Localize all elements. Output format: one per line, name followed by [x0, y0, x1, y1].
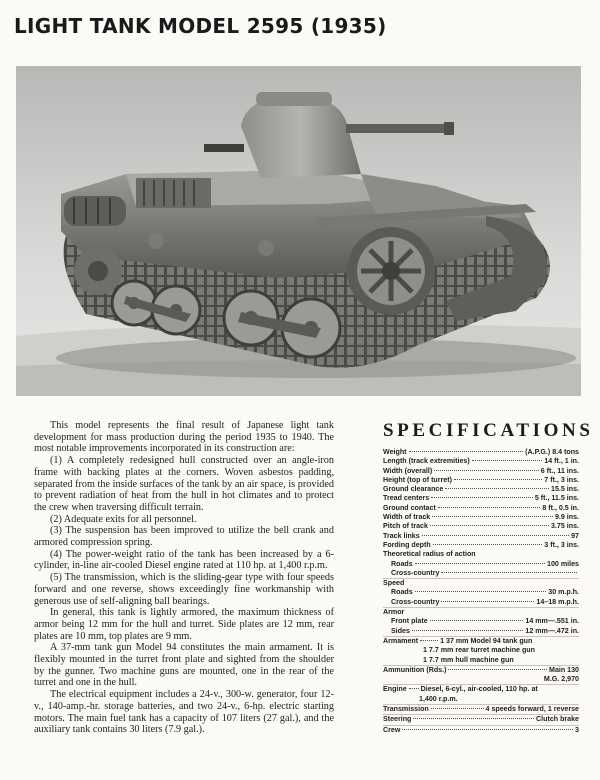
spec-value: 30 m.p.h.: [548, 588, 579, 597]
spec-row-transmission: [383, 704, 579, 714]
spec-label: Track links: [383, 531, 420, 540]
spec-label: Armament: [383, 636, 419, 645]
spec-value: Main 130: [549, 665, 579, 674]
spec-row-ground-contact: [383, 504, 579, 513]
spec-row-speed-cross: [383, 598, 579, 607]
spec-value: 97: [571, 531, 579, 540]
spec-row-radius-cross: [383, 569, 579, 578]
specifications-table: [383, 420, 594, 735]
spec-row-weight: [383, 448, 579, 457]
spec-value: 1 37 mm Model 94 tank gun: [440, 636, 533, 645]
spec-label: Weight: [383, 448, 407, 456]
spec-label: Front plate: [391, 617, 428, 626]
spec-armament-line3: 1 7.7 mm hull machine gun: [423, 655, 514, 664]
spec-value: 15.5 ins.: [551, 485, 579, 494]
spec-row-engine: [383, 684, 579, 694]
spec-value: 100 miles: [547, 559, 579, 568]
spec-value: (A.P.G.) 8.4 tons: [525, 448, 579, 456]
spec-row-fording: [383, 541, 579, 550]
spec-label: Roads: [391, 588, 413, 597]
spec-row-speed-roads: [383, 588, 579, 597]
spec-group-armor: Armor: [383, 607, 579, 617]
spec-value: 14 mm—.551 in.: [525, 617, 579, 626]
spec-row-crew: [383, 725, 579, 735]
spec-row-width-overall: [383, 467, 579, 476]
spec-row-ammunition: [383, 665, 579, 675]
spec-label: Length (track extremities): [383, 457, 470, 466]
spec-value: 3: [575, 725, 579, 734]
spec-value: 3 ft., 3 ins.: [544, 540, 579, 549]
spec-label: Width of track: [383, 513, 431, 522]
spec-row-pitch-track: [383, 522, 579, 531]
spec-group-radius: Theoretical radius of action: [383, 550, 476, 559]
page-title: LIGHT TANK MODEL 2595 (1935): [14, 14, 387, 38]
spec-value: 5 ft., 11.5 ins.: [534, 494, 579, 503]
spec-value: Diesel, 6-cyl., air-cooled, 110 hp. at: [420, 685, 538, 694]
spec-label: Cross-country: [391, 597, 440, 606]
spec-row-track-links: [383, 532, 579, 541]
spec-row-ground-clearance: [383, 485, 579, 494]
spec-group-speed: Speed: [383, 578, 579, 588]
spec-value: 6 ft., 11 ins.: [540, 466, 579, 475]
spec-label: Ammunition (Rds.): [383, 665, 447, 674]
spec-row-steering: [383, 714, 579, 724]
spec-label: Cross-country: [391, 568, 440, 577]
paragraph-hull: (1) A completely redesigned hull constructed over an angle-iron frame with backing plates at the corners. Woven asbestos padding, separated from the inside surfaces of the tank by an air space, is provided to prevent radiation of heat from the hull in hot climates and to protect the crew when traversing difficult terrain.: [34, 455, 334, 513]
spec-row-width-track: [383, 513, 579, 522]
spec-label: Transmission: [383, 705, 429, 714]
spec-value: 14 ft., 1 in.: [544, 457, 579, 466]
spec-label: Steering: [383, 715, 412, 724]
spec-label: Crew: [383, 725, 401, 734]
spec-value: Clutch brake: [536, 715, 579, 724]
spec-row-armament: [383, 636, 579, 646]
spec-row-height: [383, 476, 579, 485]
spec-label: Engine: [383, 685, 407, 694]
spec-label: Ground contact: [383, 503, 436, 512]
spec-value: 3.75 ins.: [551, 522, 579, 531]
spec-row-ammunition-mg: [383, 675, 579, 684]
spec-value: 9.9 ins.: [554, 513, 579, 522]
body-text: [34, 420, 334, 736]
spec-label: Pitch of track: [383, 522, 428, 531]
spec-value: M.G. 2,970: [543, 675, 579, 684]
paragraph-suspension: (3) The suspension has been improved to utilize the bell crank and armored compression spring.: [34, 525, 334, 549]
spec-row-armor-front: [383, 617, 579, 626]
spec-engine-line2: 1,400 r.p.m.: [419, 694, 458, 703]
paragraph-intro: This model represents the final result of Japanese light tank development for mass production during the period 1935 to 1940. The most notable improvements incorporated in its construction are:: [34, 420, 334, 455]
paragraph-armor: In general, this tank is lightly armored, the maximum thickness of armor being 12 mm for the hull and turret. Side plates are 12 mm, rear plates are 10 mm, top plates are 9 mm.: [34, 607, 334, 642]
paragraph-engine: (4) The power-weight ratio of the tank has been increased by a 6-cylinder, in-line air-cooled Diesel engine rated at 110 hp. at 1,400 r.p.m.: [34, 548, 334, 572]
spec-label: Height (top of turret): [383, 475, 452, 484]
spec-row-length: [383, 457, 579, 466]
spec-value: 12 mm—.472 in.: [525, 626, 579, 635]
tank-photograph: [16, 66, 581, 396]
specifications-heading: SPECIFICATIONS: [383, 420, 594, 441]
spec-value: 8 ft., 0.5 in.: [542, 503, 579, 512]
spec-label: Sides: [391, 626, 410, 635]
spec-value: 7 ft., 3 ins.: [544, 475, 579, 484]
spec-row-radius-roads: [383, 560, 579, 569]
tank-photo-drawing: [16, 66, 581, 396]
spec-row-armor-sides: [383, 627, 579, 636]
spec-label: Tread centers: [383, 494, 430, 503]
paragraph-electrical: The electrical equipment includes a 24-v., 300-w. generator, four 12-v., 140-amp.-hr. storage batteries, and two 24-v., 6-hp. electric starting motors. The main fuel tank has a capacity of 107 liters (27 gal.), and the auxiliary tank contains 30 liters (7.9 gal.).: [34, 689, 334, 736]
spec-value: 4 speeds forward, 1 reverse: [485, 705, 579, 714]
paragraph-armament: A 37-mm tank gun Model 94 constitutes the main armament. It is flexibly mounted in the turret front plate and sighted from the shoulder by the gunner. Two machine guns are mounted, one in the rear of the turret and one in the hull.: [34, 642, 334, 689]
paragraph-transmission: (5) The transmission, which is the sliding-gear type with four speeds forward and one reverse, shows exceedingly fine workmanship with generous use of self-aligning ball bearings.: [34, 572, 334, 607]
spec-armament-line2: 1 7.7 mm rear turret machine gun: [423, 646, 535, 655]
spec-label: Roads: [391, 559, 413, 568]
paragraph-exits: (2) Adequate exits for all personnel.: [50, 513, 197, 525]
spec-label: Width (overall): [383, 466, 433, 475]
spec-label: Fording depth: [383, 540, 431, 549]
spec-label: Ground clearance: [383, 485, 444, 494]
spec-row-tread-centers: [383, 494, 579, 503]
spec-value: 14–18 m.p.h.: [536, 597, 579, 606]
